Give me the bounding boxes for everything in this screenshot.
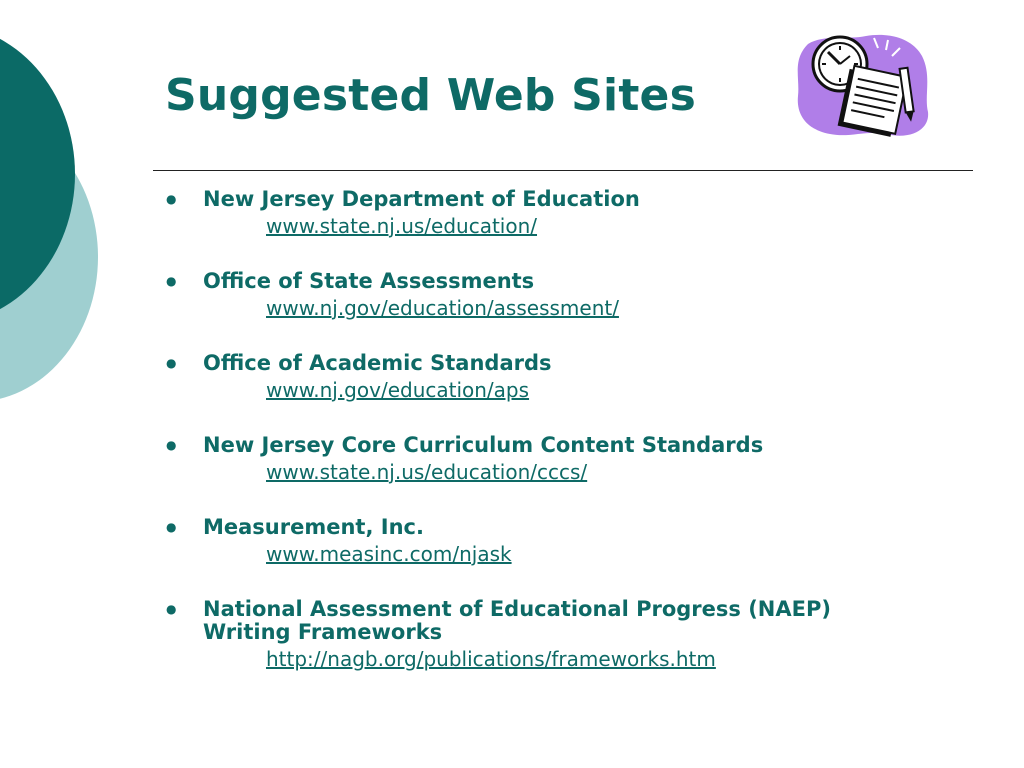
list-item [160, 598, 980, 671]
site-link[interactable]: www.state.nj.us/education/cccs/ [266, 460, 588, 484]
site-list [160, 188, 980, 671]
site-link[interactable]: www.nj.gov/education/aps [266, 378, 530, 402]
site-name: Measurement, Inc. [203, 515, 424, 539]
spacer [160, 402, 980, 434]
bullet-dot-icon: ● [166, 356, 177, 370]
site-name: National Assessment of Educational Progress (NAEP) Writing Frameworks [203, 597, 831, 644]
bullet-dot-icon: ● [166, 274, 177, 288]
slide-title: Suggested Web Sites [165, 70, 696, 121]
bullet-dot-icon: ● [166, 192, 177, 206]
site-name: Office of Academic Standards [203, 351, 552, 375]
title-divider [153, 170, 973, 171]
site-link[interactable]: www.nj.gov/education/assessment/ [266, 296, 619, 320]
spacer [160, 320, 980, 352]
site-name: Office of State Assessments [203, 269, 535, 293]
site-link[interactable]: www.state.nj.us/education/ [266, 214, 538, 238]
spacer [160, 484, 980, 516]
site-name: New Jersey Department of Education [203, 187, 640, 211]
bullet-dot-icon: ● [166, 520, 177, 534]
bullet-dot-icon: ● [166, 438, 177, 452]
bullet-dot-icon: ● [166, 602, 177, 616]
clock-and-notepad-icon [790, 30, 930, 142]
list-item [160, 434, 980, 484]
site-link[interactable]: http://nagb.org/publications/frameworks.htm [266, 647, 716, 671]
list-item [160, 352, 980, 402]
list-item [160, 516, 980, 566]
spacer [160, 566, 980, 598]
list-item [160, 188, 980, 238]
spacer [160, 238, 980, 270]
site-link[interactable]: www.measinc.com/njask [266, 542, 512, 566]
list-item [160, 270, 980, 320]
site-name: New Jersey Core Curriculum Content Standards [203, 433, 764, 457]
